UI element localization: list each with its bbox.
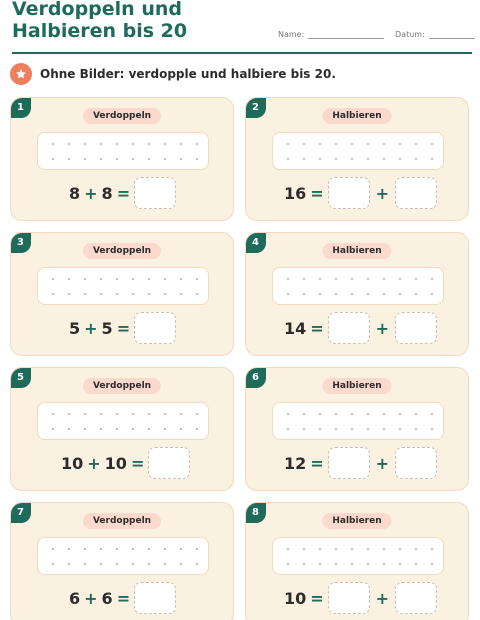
grid-dot bbox=[287, 158, 289, 160]
grid-dot bbox=[52, 548, 54, 550]
answer-box[interactable] bbox=[328, 447, 370, 479]
grid-dot bbox=[367, 563, 369, 565]
dot-grid bbox=[272, 132, 444, 170]
task-number: 5 bbox=[10, 367, 31, 388]
grid-dot bbox=[351, 563, 353, 565]
grid-dot bbox=[303, 563, 305, 565]
answer-box[interactable] bbox=[395, 177, 437, 209]
equals-sign: = bbox=[310, 588, 324, 608]
equals-sign: = bbox=[310, 453, 324, 473]
grid-dot bbox=[180, 278, 182, 280]
task-type-pill: Halbieren bbox=[322, 108, 391, 124]
task-card-1 bbox=[10, 97, 234, 221]
answer-box[interactable] bbox=[134, 582, 176, 614]
grid-dot bbox=[367, 278, 369, 280]
grid-dot bbox=[319, 143, 321, 145]
grid-dot bbox=[180, 548, 182, 550]
task-number: 1 bbox=[10, 97, 31, 118]
grid-dot bbox=[399, 563, 401, 565]
task-type-pill: Verdoppeln bbox=[83, 108, 161, 124]
task-type-pill: Verdoppeln bbox=[83, 243, 161, 259]
grid-dot bbox=[68, 278, 70, 280]
answer-box[interactable] bbox=[328, 177, 370, 209]
grid-dot bbox=[164, 278, 166, 280]
grid-dot bbox=[148, 158, 150, 160]
grid-dot bbox=[399, 428, 401, 430]
operand-b: 10 bbox=[104, 453, 127, 473]
grid-dot bbox=[335, 413, 337, 415]
grid-dot bbox=[132, 278, 134, 280]
grid-dot bbox=[164, 158, 166, 160]
plus-sign: + bbox=[375, 453, 390, 473]
grid-dot bbox=[303, 413, 305, 415]
grid-dot bbox=[132, 158, 134, 160]
name-line[interactable] bbox=[308, 31, 384, 39]
dot-grid bbox=[37, 537, 209, 575]
grid-dot bbox=[100, 428, 102, 430]
grid-dot bbox=[164, 293, 166, 295]
answer-box[interactable] bbox=[328, 312, 370, 344]
operand-b: 5 bbox=[101, 318, 113, 338]
grid-dot bbox=[415, 428, 417, 430]
total-value: 10 bbox=[284, 588, 307, 608]
page-header bbox=[12, 0, 472, 54]
grid-dot bbox=[52, 293, 54, 295]
grid-dot bbox=[303, 293, 305, 295]
task-number: 3 bbox=[10, 232, 31, 253]
grid-dot bbox=[100, 563, 102, 565]
answer-box[interactable] bbox=[395, 582, 437, 614]
operand-b: 8 bbox=[101, 183, 113, 203]
dot-grid bbox=[272, 402, 444, 440]
grid-dot bbox=[148, 563, 150, 565]
grid-dot bbox=[52, 158, 54, 160]
date-field bbox=[395, 30, 475, 39]
equation bbox=[284, 176, 437, 210]
grid-dot bbox=[303, 143, 305, 145]
grid-dot bbox=[431, 563, 433, 565]
grid-dot bbox=[116, 143, 118, 145]
grid-dot bbox=[196, 548, 198, 550]
grid-dot bbox=[196, 143, 198, 145]
equation bbox=[61, 446, 190, 480]
task-type-pill: Halbieren bbox=[322, 378, 391, 394]
grid-dot bbox=[52, 278, 54, 280]
equals-sign: = bbox=[116, 183, 131, 203]
grid-dot bbox=[351, 158, 353, 160]
grid-dot bbox=[148, 293, 150, 295]
name-label: Name: bbox=[278, 30, 305, 39]
plus-sign: + bbox=[84, 588, 98, 608]
grid-dot bbox=[351, 428, 353, 430]
operand-a: 5 bbox=[69, 318, 81, 338]
grid-dot bbox=[84, 413, 86, 415]
grid-dot bbox=[148, 278, 150, 280]
grid-dot bbox=[303, 428, 305, 430]
grid-dot bbox=[303, 548, 305, 550]
grid-dot bbox=[100, 278, 102, 280]
grid-dot bbox=[287, 293, 289, 295]
grid-dot bbox=[383, 428, 385, 430]
grid-dot bbox=[84, 158, 86, 160]
grid-dot bbox=[68, 143, 70, 145]
date-label: Datum: bbox=[395, 30, 425, 39]
grid-dot bbox=[148, 413, 150, 415]
grid-dot bbox=[52, 413, 54, 415]
grid-dot bbox=[68, 428, 70, 430]
total-value: 16 bbox=[284, 183, 307, 203]
equation bbox=[284, 581, 437, 615]
grid-dot bbox=[100, 413, 102, 415]
answer-box[interactable] bbox=[134, 312, 176, 344]
grid-dot bbox=[415, 158, 417, 160]
equation bbox=[69, 176, 176, 210]
grid-dot bbox=[116, 563, 118, 565]
dot-grid bbox=[37, 402, 209, 440]
grid-dot bbox=[180, 143, 182, 145]
task-number: 6 bbox=[245, 367, 266, 388]
grid-dot bbox=[148, 143, 150, 145]
grid-dot bbox=[68, 548, 70, 550]
grid-dot bbox=[415, 293, 417, 295]
grid-dot bbox=[319, 158, 321, 160]
grid-dot bbox=[351, 413, 353, 415]
grid-dot bbox=[116, 278, 118, 280]
plus-sign: + bbox=[375, 318, 390, 338]
grid-dot bbox=[164, 563, 166, 565]
grid-dot bbox=[415, 413, 417, 415]
operand-a: 6 bbox=[69, 588, 81, 608]
grid-dot bbox=[180, 158, 182, 160]
grid-dot bbox=[132, 428, 134, 430]
grid-dot bbox=[431, 143, 433, 145]
grid-dot bbox=[100, 158, 102, 160]
task-type-pill: Verdoppeln bbox=[83, 378, 161, 394]
grid-dot bbox=[116, 428, 118, 430]
equals-sign: = bbox=[310, 318, 324, 338]
task-number: 4 bbox=[245, 232, 266, 253]
grid-dot bbox=[431, 548, 433, 550]
instruction-text: Ohne Bilder: verdopple und halbiere bis 20. bbox=[40, 67, 336, 81]
grid-dot bbox=[431, 428, 433, 430]
grid-dot bbox=[132, 563, 134, 565]
grid-dot bbox=[319, 548, 321, 550]
grid-dot bbox=[287, 428, 289, 430]
grid-dot bbox=[367, 143, 369, 145]
grid-dot bbox=[383, 413, 385, 415]
grid-dot bbox=[196, 563, 198, 565]
total-value: 12 bbox=[284, 453, 307, 473]
equation bbox=[284, 311, 437, 345]
grid-dot bbox=[287, 413, 289, 415]
task-type-pill: Verdoppeln bbox=[83, 513, 161, 529]
task-card-4 bbox=[245, 232, 469, 356]
task-number: 7 bbox=[10, 502, 31, 523]
grid-dot bbox=[84, 143, 86, 145]
grid-dot bbox=[351, 143, 353, 145]
grid-dot bbox=[164, 413, 166, 415]
grid-dot bbox=[319, 563, 321, 565]
grid-dot bbox=[399, 278, 401, 280]
grid-dot bbox=[132, 293, 134, 295]
task-card-8 bbox=[245, 502, 469, 620]
grid-dot bbox=[351, 548, 353, 550]
grid-dot bbox=[431, 413, 433, 415]
plus-sign: + bbox=[375, 183, 390, 203]
grid-dot bbox=[132, 413, 134, 415]
grid-dot bbox=[367, 413, 369, 415]
grid-dot bbox=[335, 428, 337, 430]
equals-sign: = bbox=[116, 588, 131, 608]
grid-dot bbox=[415, 548, 417, 550]
grid-dot bbox=[100, 548, 102, 550]
grid-dot bbox=[148, 548, 150, 550]
dot-grid bbox=[37, 267, 209, 305]
grid-dot bbox=[335, 278, 337, 280]
instruction bbox=[10, 63, 336, 85]
grid-dot bbox=[383, 563, 385, 565]
grid-dot bbox=[367, 548, 369, 550]
grid-dot bbox=[68, 158, 70, 160]
grid-dot bbox=[52, 428, 54, 430]
grid-dot bbox=[132, 143, 134, 145]
grid-dot bbox=[84, 548, 86, 550]
grid-dot bbox=[196, 413, 198, 415]
task-number: 2 bbox=[245, 97, 266, 118]
grid-dot bbox=[383, 278, 385, 280]
operand-a: 8 bbox=[69, 183, 81, 203]
grid-dot bbox=[196, 158, 198, 160]
grid-dot bbox=[399, 158, 401, 160]
task-card-5 bbox=[10, 367, 234, 491]
grid-dot bbox=[431, 293, 433, 295]
grid-dot bbox=[84, 563, 86, 565]
grid-dot bbox=[415, 563, 417, 565]
grid-dot bbox=[303, 158, 305, 160]
grid-dot bbox=[68, 413, 70, 415]
answer-box[interactable] bbox=[328, 582, 370, 614]
grid-dot bbox=[383, 158, 385, 160]
grid-dot bbox=[180, 413, 182, 415]
task-card-3 bbox=[10, 232, 234, 356]
grid-dot bbox=[287, 548, 289, 550]
grid-dot bbox=[52, 563, 54, 565]
grid-dot bbox=[303, 278, 305, 280]
grid-dot bbox=[415, 143, 417, 145]
plus-sign: + bbox=[87, 453, 101, 473]
answer-box[interactable] bbox=[395, 447, 437, 479]
equals-sign: = bbox=[130, 453, 145, 473]
operand-a: 10 bbox=[61, 453, 84, 473]
grid-dot bbox=[399, 143, 401, 145]
equation bbox=[284, 446, 437, 480]
grid-dot bbox=[319, 278, 321, 280]
grid-dot bbox=[287, 143, 289, 145]
grid-dot bbox=[367, 158, 369, 160]
grid-dot bbox=[84, 428, 86, 430]
answer-box[interactable] bbox=[134, 177, 176, 209]
grid-dot bbox=[164, 548, 166, 550]
grid-dot bbox=[335, 143, 337, 145]
grid-dot bbox=[148, 428, 150, 430]
grid-dot bbox=[383, 293, 385, 295]
task-type-pill: Halbieren bbox=[322, 243, 391, 259]
grid-dot bbox=[319, 293, 321, 295]
answer-box[interactable] bbox=[395, 312, 437, 344]
grid-dot bbox=[383, 143, 385, 145]
grid-dot bbox=[319, 413, 321, 415]
grid-dot bbox=[335, 293, 337, 295]
grid-dot bbox=[287, 278, 289, 280]
task-card-6 bbox=[245, 367, 469, 491]
grid-dot bbox=[116, 293, 118, 295]
equation bbox=[69, 581, 176, 615]
grid-dot bbox=[68, 293, 70, 295]
grid-dot bbox=[180, 428, 182, 430]
grid-dot bbox=[180, 293, 182, 295]
equals-sign: = bbox=[310, 183, 324, 203]
grid-dot bbox=[84, 293, 86, 295]
name-field bbox=[278, 30, 384, 39]
grid-dot bbox=[196, 428, 198, 430]
grid-dot bbox=[180, 563, 182, 565]
grid-dot bbox=[431, 158, 433, 160]
grid-dot bbox=[100, 293, 102, 295]
grid-dot bbox=[431, 278, 433, 280]
grid-dot bbox=[196, 293, 198, 295]
grid-dot bbox=[164, 428, 166, 430]
grid-dot bbox=[116, 413, 118, 415]
plus-sign: + bbox=[375, 588, 390, 608]
dot-grid bbox=[272, 267, 444, 305]
plus-sign: + bbox=[84, 318, 98, 338]
grid-dot bbox=[100, 143, 102, 145]
operand-b: 6 bbox=[101, 588, 113, 608]
grid-dot bbox=[116, 548, 118, 550]
dot-grid bbox=[37, 132, 209, 170]
grid-dot bbox=[399, 413, 401, 415]
star-icon bbox=[10, 63, 32, 85]
grid-dot bbox=[399, 548, 401, 550]
grid-dot bbox=[367, 293, 369, 295]
answer-box[interactable] bbox=[148, 447, 190, 479]
grid-dot bbox=[196, 278, 198, 280]
grid-dot bbox=[335, 548, 337, 550]
grid-dot bbox=[52, 143, 54, 145]
task-card-7 bbox=[10, 502, 234, 620]
task-card-2 bbox=[245, 97, 469, 221]
equation bbox=[69, 311, 176, 345]
dot-grid bbox=[272, 537, 444, 575]
plus-sign: + bbox=[84, 183, 98, 203]
grid-dot bbox=[335, 563, 337, 565]
page-title: Verdoppeln und Halbieren bis 20 bbox=[12, 0, 188, 42]
task-number: 8 bbox=[245, 502, 266, 523]
grid-dot bbox=[351, 293, 353, 295]
grid-dot bbox=[68, 563, 70, 565]
date-line[interactable] bbox=[429, 31, 475, 39]
grid-dot bbox=[84, 278, 86, 280]
grid-dot bbox=[164, 143, 166, 145]
grid-dot bbox=[319, 428, 321, 430]
grid-dot bbox=[132, 548, 134, 550]
grid-dot bbox=[415, 278, 417, 280]
grid-dot bbox=[383, 548, 385, 550]
equals-sign: = bbox=[116, 318, 131, 338]
grid-dot bbox=[116, 158, 118, 160]
grid-dot bbox=[287, 563, 289, 565]
grid-dot bbox=[335, 158, 337, 160]
grid-dot bbox=[367, 428, 369, 430]
total-value: 14 bbox=[284, 318, 307, 338]
grid-dot bbox=[399, 293, 401, 295]
task-type-pill: Halbieren bbox=[322, 513, 391, 529]
grid-dot bbox=[351, 278, 353, 280]
